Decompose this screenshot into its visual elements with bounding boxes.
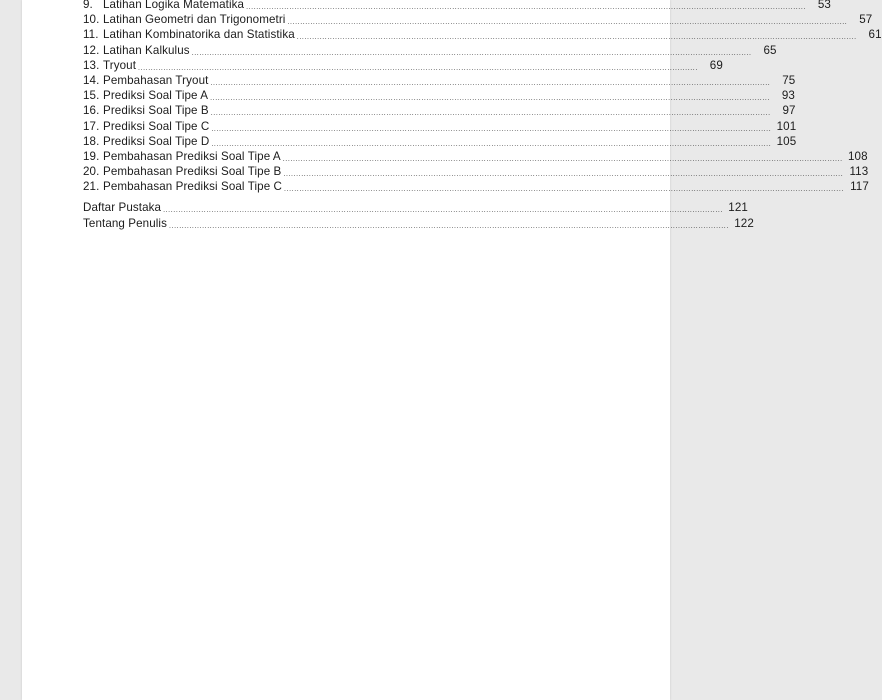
dot-leader: ............................................................................................................................................................................................................................	[191, 49, 752, 57]
toc-entry	[83, 0, 831, 12]
toc-entry	[83, 12, 873, 27]
toc-entry	[83, 27, 882, 42]
toc-entry-page: 69	[709, 58, 723, 72]
toc-entry-title: Prediksi Soal Tipe B	[103, 104, 209, 118]
toc-entry-page: 121	[728, 201, 748, 215]
dot-leader: ............................................................................................................................................................................................................................	[210, 95, 770, 103]
dot-leader: ............................................................................................................................................................................................................................	[210, 79, 771, 87]
toc-entry-number: 10.	[83, 13, 100, 27]
toc-entry-back-matter	[83, 200, 748, 215]
toc-entry-number: 14.	[83, 73, 100, 87]
toc-entry	[83, 179, 869, 194]
toc-entry-page: 53	[817, 0, 831, 11]
toc-entry	[83, 119, 797, 134]
toc-entry-title: Daftar Pustaka	[83, 201, 162, 215]
toc-entry-title: Latihan Kalkulus	[103, 43, 190, 57]
toc-entry-page: 93	[781, 89, 795, 103]
toc-entry	[83, 43, 777, 58]
toc-entry-page: 75	[782, 73, 796, 87]
toc-entry-number: 11.	[83, 28, 99, 42]
toc-entry	[83, 149, 868, 164]
toc-entry-page: 101	[776, 119, 797, 133]
toc-entry	[83, 103, 796, 118]
toc-entry-page: 65	[763, 43, 777, 57]
toc-entry-number: 20.	[83, 165, 100, 179]
dot-leader: ............................................................................................................................................................................................................................	[287, 19, 848, 27]
dot-leader: ............................................................................................................................................................................................................................	[284, 186, 844, 194]
toc-entry-title: Tryout	[103, 58, 137, 72]
toc-entry-page: 97	[782, 104, 796, 118]
toc-entry-title: Latihan Logika Matematika	[103, 0, 245, 11]
toc-entry-title: Pembahasan Prediksi Soal Tipe C	[103, 180, 283, 194]
toc-entry-title: Pembahasan Prediksi Soal Tipe A	[103, 149, 281, 163]
toc-entry-number: 21.	[83, 180, 100, 194]
toc-entry-number: 12.	[83, 43, 100, 57]
toc-entry-title: Prediksi Soal Tipe C	[103, 119, 210, 133]
toc-entry-title: Pembahasan Prediksi Soal Tipe B	[103, 165, 282, 179]
dot-leader: ............................................................................................................................................................................................................................	[296, 34, 857, 42]
toc-entry-number: 16.	[83, 104, 100, 118]
dot-leader: ............................................................................................................................................................................................................................	[246, 4, 806, 11]
dot-leader: ............................................................................................................................................................................................................................	[282, 155, 843, 163]
dot-leader: ............................................................................................................................................................................................................................	[163, 207, 723, 215]
toc-entry-number: 18.	[83, 134, 100, 148]
toc-entry-number: 9.	[83, 0, 93, 11]
dot-leader: ............................................................................................................................................................................................................................	[283, 171, 844, 179]
toc-entry-page: 113	[849, 165, 869, 179]
document-page	[22, 0, 882, 700]
toc-entry-number: 17.	[83, 119, 100, 133]
table-of-contents	[83, 0, 882, 231]
toc-entry-number: 19.	[83, 149, 100, 163]
toc-entry-number: 15.	[83, 89, 100, 103]
toc-entry-page: 117	[850, 180, 869, 194]
dot-leader: ............................................................................................................................................................................................................................	[169, 222, 729, 230]
dot-leader: ............................................................................................................................................................................................................................	[211, 125, 772, 133]
toc-entry-title: Tentang Penulis	[83, 216, 168, 230]
toc-entry-title: Latihan Kombinatorika dan Statistika	[103, 28, 295, 42]
toc-entry	[83, 134, 797, 149]
toc-entry-page: 61	[868, 28, 882, 42]
toc-entry	[83, 164, 869, 179]
toc-entry-title: Pembahasan Tryout	[103, 73, 209, 87]
toc-entry-title: Prediksi Soal Tipe A	[103, 89, 209, 103]
toc-entry-page: 57	[859, 13, 873, 27]
toc-entry-page: 122	[734, 216, 754, 230]
dot-leader: ............................................................................................................................................................................................................................	[210, 110, 771, 118]
dot-leader: ............................................................................................................................................................................................................................	[211, 140, 772, 148]
toc-entry-title: Prediksi Soal Tipe D	[103, 134, 210, 148]
toc-entry-page: 108	[847, 149, 868, 163]
toc-entry-number: 13.	[83, 58, 100, 72]
toc-entry	[83, 88, 795, 103]
toc-entry-title: Latihan Geometri dan Trigonometri	[103, 13, 286, 27]
toc-entry-page: 105	[776, 134, 797, 148]
toc-entry	[83, 58, 723, 73]
dot-leader: ............................................................................................................................................................................................................................	[138, 64, 698, 72]
